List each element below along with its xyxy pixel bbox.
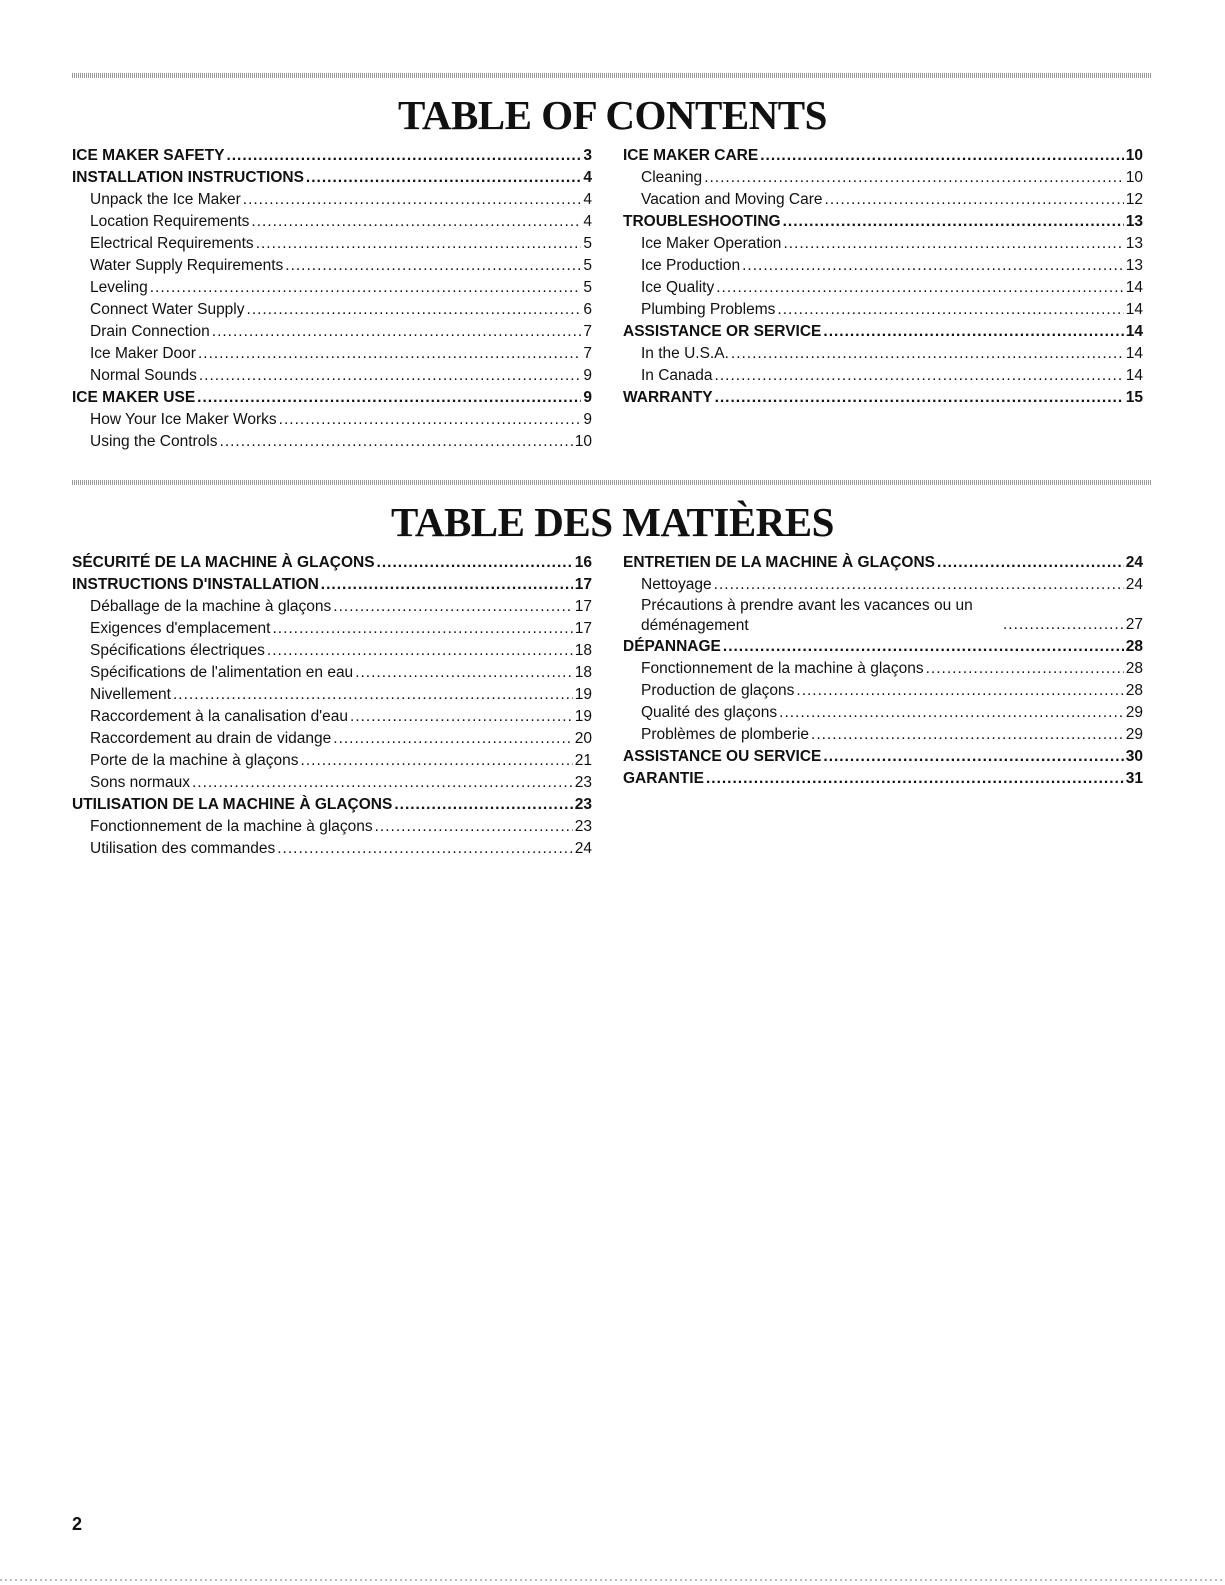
toc-subsection-entry [72,640,592,662]
entry-label: Cleaning [641,169,703,186]
dot-leader [272,618,572,640]
toc-section-entry [623,768,1143,790]
entry-label: Sons normaux [90,774,190,791]
entry-label: Connect Water Supply [90,301,245,318]
toc-subsection-entry [623,702,1143,724]
entry-label: Raccordement au drain de vidange [90,730,332,747]
toc-subsection-entry [623,299,1143,321]
entry-page-number: 10 [1125,169,1143,186]
entry-label: ENTRETIEN DE LA MACHINE À GLAÇONS [623,554,936,571]
dot-leader [197,387,581,409]
entry-label: Normal Sounds [90,367,197,384]
dot-leader [377,552,573,574]
toc-subsection-entry [72,750,592,772]
entry-page-number: 10 [574,433,592,450]
entry-label: Electrical Requirements [90,235,254,252]
entry-label: Nettoyage [641,576,712,593]
toc-section-entry [72,552,592,574]
dot-leader [731,343,1124,365]
entry-label: Unpack the Ice Maker [90,191,241,208]
entry-page-number: 9 [583,367,592,384]
toc-subsection-entry [623,189,1143,211]
dot-leader [823,746,1123,768]
dot-leader [796,680,1123,702]
entry-label: ICE MAKER CARE [623,147,759,164]
entry-label: Porte de la machine à glaçons [90,752,299,769]
toc-subsection-entry [72,299,592,321]
toc-subsection-entry [72,233,592,255]
dot-leader [704,167,1124,189]
entry-label: UTILISATION DE LA MACHINE À GLAÇONS [72,796,393,813]
entry-page-number: 13 [1125,257,1143,274]
toc-subsection-entry [623,574,1143,596]
entry-label: ASSISTANCE OU SERVICE [623,748,822,765]
entry-page-number: 4 [583,213,592,230]
dot-leader [198,343,581,365]
entry-page-number: 24 [1125,576,1143,593]
entry-page-number: 7 [583,345,592,362]
entry-label: Using the Controls [90,433,218,450]
dot-leader [937,552,1124,574]
entry-page-number: 19 [574,708,592,725]
dot-leader [779,702,1124,724]
entry-page-number: 12 [1125,191,1143,208]
page-number: 2 [72,1514,83,1534]
entry-page-number: 14 [1125,323,1143,340]
toc-subsection-entry [623,255,1143,277]
entry-page-number: 28 [1125,638,1143,655]
toc-subsection-entry [623,658,1143,680]
page-bottom-edge [0,1579,1225,1581]
dot-leader [777,299,1123,321]
entry-page-number: 31 [1125,770,1143,787]
dot-leader [394,794,572,816]
entry-label: Exigences d'emplacement [90,620,271,637]
dot-leader [306,167,581,189]
toc-section-entry [623,211,1143,233]
entry-page-number: 18 [574,664,592,681]
entry-label: Spécifications électriques [90,642,265,659]
entry-page-number: 19 [574,686,592,703]
toc-subsection-entry [623,167,1143,189]
entry-label: Qualité des glaçons [641,704,778,721]
entry-page-number: 24 [1125,554,1143,571]
dot-leader [267,640,573,662]
entry-page-number: 17 [574,576,592,593]
dot-leader [723,636,1124,658]
toc-section-entry [72,574,592,596]
toc-section-entry [72,167,592,189]
toc-subsection-entry [72,211,592,233]
toc-section-entry [623,145,1143,167]
entry-page-number: 15 [1125,389,1143,406]
toc-subsection-entry [72,662,592,684]
dot-leader [277,838,573,860]
entry-label: INSTALLATION INSTRUCTIONS [72,169,304,186]
toc-subsection-entry [72,596,592,618]
entry-page-number: 14 [1125,345,1143,362]
entry-label: WARRANTY [623,389,713,406]
dot-leader [212,321,582,343]
entry-page-number: 23 [574,774,592,791]
toc-subsection-entry [72,365,592,387]
entry-label: Utilisation des commandes [90,840,276,857]
entry-label: Déballage de la machine à glaçons [90,598,332,615]
toc-subsection-entry [623,724,1143,746]
toc-subsection-entry [72,838,592,860]
entry-page-number: 3 [583,147,592,164]
dot-leader [285,255,581,277]
tdm-title: TABLE DES MATIÈRES [391,499,834,545]
toc-subsection-entry [72,189,592,211]
entry-page-number: 13 [1125,235,1143,252]
dot-leader [247,299,582,321]
entry-label: Production de glaçons [641,682,795,699]
entry-page-number: 4 [583,169,592,186]
entry-label: Water Supply Requirements [90,257,284,274]
entry-page-number: 5 [583,257,592,274]
entry-label: Ice Quality [641,279,715,296]
middle-divider [72,480,1152,485]
entry-label: Location Requirements [90,213,250,230]
entry-page-number: 4 [583,191,592,208]
toc-subsection-entry [72,321,592,343]
toc-section-entry [72,145,592,167]
dot-leader [716,277,1124,299]
toc-subsection-entry [623,680,1143,702]
toc-subsection-entry [623,277,1143,299]
toc-section-entry [623,552,1143,574]
dot-leader [714,574,1124,596]
entry-label: Leveling [90,279,148,296]
dot-leader [823,321,1123,343]
entry-page-number: 30 [1125,748,1143,765]
toc-subsection-entry [72,431,592,453]
entry-page-number: 29 [1125,704,1143,721]
toc-subsection-entry [72,277,592,299]
entry-page-number: 29 [1125,726,1143,743]
entry-label: How Your Ice Maker Works [90,411,277,428]
toc-section-entry [623,746,1143,768]
entry-label: Vacation and Moving Care [641,191,823,208]
entry-label: INSTRUCTIONS D'INSTALLATION [72,576,319,593]
dot-leader [321,574,573,596]
entry-label: In the U.S.A. [641,345,729,362]
toc-section-entry [623,321,1143,343]
toc-subsection-entry [72,343,592,365]
top-divider [72,73,1152,78]
entry-page-number: 5 [583,279,592,296]
dot-leader [926,658,1124,680]
toc-subsection-entry [72,706,592,728]
entry-page-number: 20 [574,730,592,747]
entry-label: Ice Production [641,257,741,274]
dot-leader [150,277,582,299]
entry-label: Précautions à prendre avant les vacances ou un déménagement [641,597,973,634]
entry-label: Raccordement à la canalisation d'eau [90,708,349,725]
entry-page-number: 7 [583,323,592,340]
entry-page-number: 9 [583,389,592,406]
toc-subsection-entry [623,233,1143,255]
dot-leader [706,768,1124,790]
entry-page-number: 23 [574,796,592,813]
toc-subsection-entry [72,772,592,794]
dot-leader [715,365,1124,387]
toc-subsection-entry [623,365,1143,387]
entry-page-number: 6 [583,301,592,318]
entry-page-number: 17 [574,620,592,637]
toc-section-entry [72,387,592,409]
toc-right-column [623,145,1143,409]
entry-label: ICE MAKER USE [72,389,196,406]
entry-page-number: 14 [1125,301,1143,318]
dot-leader [333,596,572,618]
entry-page-number: 10 [1125,147,1143,164]
toc-title: TABLE OF CONTENTS [398,92,827,138]
dot-leader [251,211,581,233]
entry-label: ICE MAKER SAFETY [72,147,225,164]
entry-label: In Canada [641,367,713,384]
entry-label: TROUBLESHOOTING [623,213,781,230]
entry-page-number: 14 [1125,279,1143,296]
toc-subsection-entry [72,618,592,640]
dot-leader [760,145,1124,167]
dot-leader [715,387,1124,409]
entry-page-number: 17 [574,598,592,615]
dot-leader [279,409,582,431]
tdm-left-column [72,552,592,860]
toc-subsection-entry [72,816,592,838]
entry-page-number: 28 [1125,660,1143,677]
dot-leader [783,233,1123,255]
toc-subsection-entry [72,255,592,277]
entry-label: SÉCURITÉ DE LA MACHINE À GLAÇONS [72,554,375,571]
dot-leader [1003,614,1124,636]
entry-page-number: 21 [574,752,592,769]
dot-leader [256,233,582,255]
entry-page-number: 18 [574,642,592,659]
entry-label: DÉPANNAGE [623,638,721,655]
entry-page-number: 14 [1125,367,1143,384]
toc-left-column [72,145,592,453]
entry-page-number: 5 [583,235,592,252]
toc-subsection-entry [72,684,592,706]
toc-subsection-entry [623,596,1143,636]
entry-label: Drain Connection [90,323,210,340]
entry-page-number: 13 [1125,213,1143,230]
toc-section-entry [72,794,592,816]
dot-leader [243,189,582,211]
entry-label: Fonctionnement de la machine à glaçons [641,660,924,677]
dot-leader [350,706,573,728]
dot-leader [825,189,1124,211]
dot-leader [783,211,1124,233]
entry-label: Plumbing Problems [641,301,776,318]
dot-leader [199,365,582,387]
dot-leader [333,728,572,750]
entry-page-number: 16 [574,554,592,571]
entry-label: GARANTIE [623,770,704,787]
dot-leader [355,662,573,684]
dot-leader [811,724,1124,746]
toc-subsection-entry [623,343,1143,365]
entry-label: Ice Maker Door [90,345,196,362]
toc-subsection-entry [72,409,592,431]
entry-label: Fonctionnement de la machine à glaçons [90,818,373,835]
dot-leader [226,145,581,167]
entry-page-number: 28 [1125,682,1143,699]
toc-section-entry [623,636,1143,658]
entry-label: Nivellement [90,686,171,703]
dot-leader [375,816,573,838]
dot-leader [301,750,573,772]
dot-leader [173,684,573,706]
dot-leader [192,772,573,794]
entry-page-number: 9 [583,411,592,428]
entry-page-number: 27 [1125,616,1143,633]
entry-label: Ice Maker Operation [641,235,782,252]
entry-page-number: 23 [574,818,592,835]
tdm-right-column [623,552,1143,790]
dot-leader [220,431,573,453]
toc-subsection-entry [72,728,592,750]
toc-section-entry [623,387,1143,409]
entry-label: Spécifications de l'alimentation en eau [90,664,354,681]
entry-label: Problèmes de plomberie [641,726,810,743]
entry-label: ASSISTANCE OR SERVICE [623,323,822,340]
entry-page-number: 24 [574,840,592,857]
dot-leader [742,255,1124,277]
